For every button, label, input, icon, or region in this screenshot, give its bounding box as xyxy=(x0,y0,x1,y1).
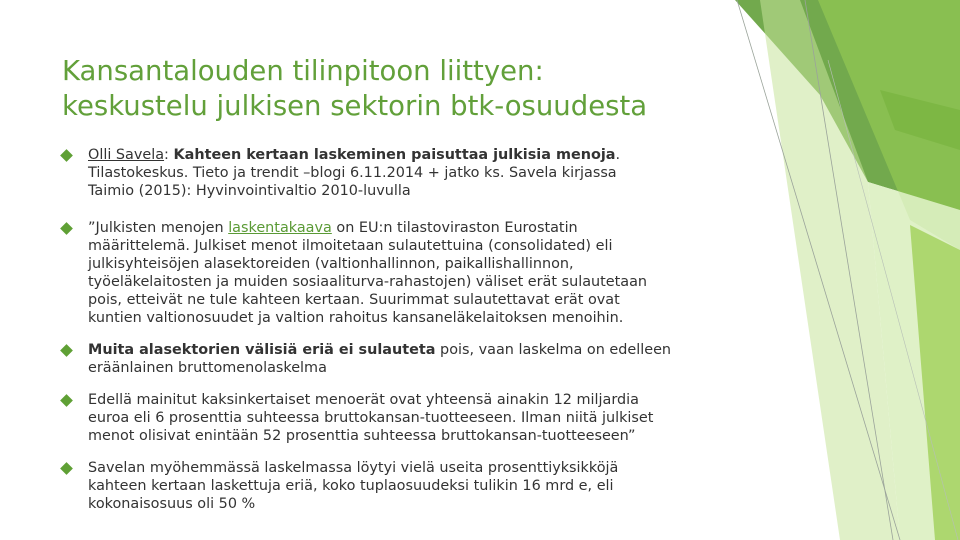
bullet-bold-text: Muita alasektorien välisiä eriä ei sulauteta xyxy=(88,342,436,358)
bullet-line: euroa eli 6 prosenttia suhteessa bruttokansan-tuotteeseen. Ilman niitä julkiset xyxy=(88,410,654,426)
title-line: keskustelu julkisen sektorin btk-osuudesta xyxy=(62,90,648,122)
bullet-line: työeläkelaitosten ja muiden sosiaaliturva-rahastojen) väliset erät sulautetaan xyxy=(88,274,648,290)
diamond-bullet-icon xyxy=(60,344,73,357)
bullet-text: pois, vaan laskelma on edelleen xyxy=(435,342,672,358)
bullet-line xyxy=(88,341,742,359)
bullet-item xyxy=(62,391,742,445)
bullet-line: määrittelemä. Julkiset menot ilmoitetaan sulautettuina (consolidated) eli xyxy=(88,238,613,254)
slide-title xyxy=(62,54,722,124)
bullet-text: ”Julkisten menojen xyxy=(88,220,229,236)
bullet-text: : xyxy=(164,147,174,163)
bullet-item xyxy=(62,146,742,200)
laskentakaava-link[interactable]: laskentakaava xyxy=(228,220,332,236)
bullet-line xyxy=(88,219,742,237)
bullet-line: Savelan myöhemmässä laskelmassa löytyi vielä useita prosenttiyksikköjä xyxy=(88,460,619,476)
bullet-text: on EU:n tilastoviraston Eurostatin xyxy=(331,220,578,236)
title-line: Kansantalouden tilinpitoon liittyen: xyxy=(62,55,544,87)
bullet-line: menot olisivat enintään 52 prosenttia suhteessa bruttokansan-tuotteeseen” xyxy=(88,428,636,444)
bullet-item xyxy=(62,219,742,327)
bullet-item xyxy=(62,459,742,513)
bullet-line: Edellä mainitut kaksinkertaiset menoerät ovat yhteensä ainakin 12 miljardia xyxy=(88,392,639,408)
author-link[interactable]: Olli Savela xyxy=(88,147,165,163)
bullet-line: kahteen kertaan laskettuja eriä, koko tuplaosuudeksi tulikin 16 mrd e, eli xyxy=(88,478,614,494)
diamond-bullet-icon xyxy=(60,149,73,162)
diamond-bullet-icon xyxy=(60,394,73,407)
bullet-line: Tilastokeskus. Tieto ja trendit –blogi 6.11.2014 + jatko ks. Savela kirjassa xyxy=(88,165,617,181)
bullet-line: julkisyhteisöjen alasektoreiden (valtionhallinnon, paikallishallinnon, xyxy=(88,256,574,272)
bullet-line: Taimio (2015): Hyvinvointivaltio 2010-luvulla xyxy=(88,183,411,199)
bullet-bold-text: Kahteen kertaan laskeminen paisuttaa julkisia menoja xyxy=(173,147,616,163)
diamond-bullet-icon xyxy=(60,222,73,235)
bullet-item xyxy=(62,341,742,377)
bullet-line xyxy=(88,146,742,164)
bullet-line: kokonaisosuus oli 50 % xyxy=(88,496,256,512)
bullet-line: kuntien valtionosuudet ja valtion rahoitus kansaneläkelaitoksen menoihin. xyxy=(88,310,624,326)
bullet-line: pois, etteivät ne tule kahteen kertaan. Suurimmat sulautettavat erät ovat xyxy=(88,292,620,308)
bullet-text: . xyxy=(615,147,621,163)
bullet-list xyxy=(62,146,742,513)
diamond-bullet-icon xyxy=(60,462,73,475)
bullet-line: eräänlainen bruttomenolaskelma xyxy=(88,360,327,376)
